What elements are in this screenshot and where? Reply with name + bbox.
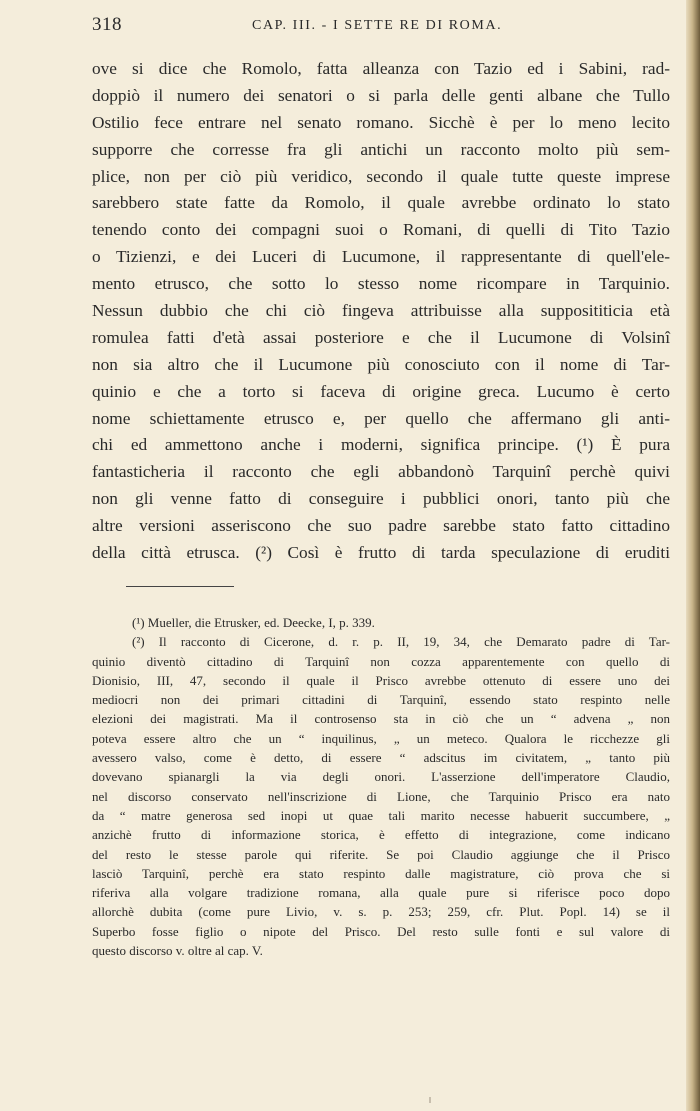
footnote-2-line: da “ matre generosa sed inopi ut quae tali marito necesse habuerit succumbere, „	[92, 807, 670, 823]
body-line: sarebbero state fatte da Romolo, il quale avrebbe ordinato lo stato	[92, 193, 670, 213]
body-line: mento etrusco, che sotto lo stesso nome ricompare in Tarquinio.	[92, 274, 670, 294]
footnote-2-line: quinio diventò cittadino di Tarquinî non cozza apparentemente con quello di	[92, 653, 670, 669]
body-line: Nessun dubbio che chi ciò fingeva attribuisse alla supposititicia età	[92, 301, 670, 321]
footnote-1: (¹) Mueller, die Etrusker, ed. Deecke, I, p. 339.	[132, 615, 375, 630]
footnote-2-line: (²) Il racconto di Cicerone, d. r. p. II, 19, 34, che Demarato padre di Tar-	[132, 634, 670, 650]
footnote-2-line: del resto le stesse parole qui riferite. Se poi Claudio aggiunge che il Prisco	[92, 846, 670, 862]
footnote-rule	[126, 586, 234, 587]
footnote-2-line: anzichè frutto di informazione storica, è effetto di integrazione, come indicano	[92, 827, 670, 843]
footnote-2-line: poteva essere altro che un “ inquilinus, „ un meteco. Qualora le ricchezze gli	[92, 730, 670, 746]
footnote-2-line: riferiva alla volgare tradizione romana, alla quale pure si riferisce poco dopo	[92, 885, 670, 901]
body-line: chi ed ammettono anche i moderni, significa principe. (¹) È pura	[92, 435, 670, 455]
footnote-2-line: elezioni dei magistrati. Ma il controsenso sta in ciò che un “ advena „ non	[92, 711, 670, 727]
body-line: non gli venne fatto di conseguire i pubblici onori, tanto più che	[92, 489, 670, 509]
body-line: nome schiettamente etrusco e, per quello che affermano gli anti-	[92, 408, 670, 428]
body-line: doppiò il numero dei senatori o si parla delle genti albane che Tullo	[92, 85, 670, 105]
body-line: ove si dice che Romolo, fatta alleanza con Tazio ed i Sabini, rad-	[92, 59, 670, 78]
footnote-2-line: dovevano spianargli la via degli onori. L'asserzione dell'imperatore Claudio,	[92, 769, 670, 785]
body-line: plice, non per ciò più veridico, secondo il quale tutte queste imprese	[92, 166, 670, 186]
running-head: CAP. III. - I SETTE RE DI ROMA.	[252, 18, 503, 33]
footnote-2-line: avessero valso, come è detto, di essere “ adscitus im civitatem, „ tanto più	[92, 750, 670, 766]
body-text	[92, 56, 670, 567]
footnotes	[92, 613, 670, 960]
footnote-2-line: Superbo fosse figlio o nipote del Prisco. Del resto sulle fonti e sul valore di	[92, 923, 670, 939]
body-line: o Tizienzi, e dei Luceri di Lucumone, il rappresentante di quell'ele-	[92, 247, 670, 267]
body-line: supporre che corresse fra gli antichi un racconto molto più sem-	[92, 139, 670, 159]
footnote-2-line: Dionisio, III, 47, secondo il quale il Prisco avrebbe ottenuto di essere uno dei	[92, 672, 670, 688]
footnote-2-line: questo discorso v. oltre al cap. V.	[92, 943, 263, 959]
page-number: 318	[92, 14, 122, 35]
body-line: Ostilio fece entrare nel senato romano. Sicchè è per lo meno lecito	[92, 112, 670, 132]
body-line: fantasticheria il racconto che egli abbandonò Tarquinî perchè quivi	[92, 462, 670, 482]
page-edge	[686, 0, 700, 1111]
body-line: tenendo conto dei compagni suoi o Romani, di quelli di Tito Tazio	[92, 220, 670, 240]
footnote-2-line: lasciò Tarquinî, perchè era stato respinto dalle magistrature, ciò prova che si	[92, 865, 670, 881]
footnote-2-line: allorchè dubita (come pure Livio, v. s. p. 253; 259, cfr. Plut. Popl. 14) se il	[92, 904, 670, 920]
body-line: quinio e che a torto si faceva di origine greca. Lucumo è certo	[92, 381, 670, 401]
footnote-2-line: mediocri non dei primari cittadini di Tarquinî, essendo stato respinto nelle	[92, 692, 670, 708]
body-line: romulea fatti d'età assai posteriore e che il Lucumone di Volsinî	[92, 327, 670, 347]
page-header	[92, 14, 672, 38]
body-line: altre versioni asseriscono che suo padre sarebbe stato fatto cittadino	[92, 516, 670, 536]
footnote-2-line: nel discorso conservato nell'inscrizione di Lione, che Tarquinio Prisco era nato	[92, 788, 670, 804]
page-blemish	[429, 1097, 431, 1103]
body-line: non sia altro che il Lucumone più conosciuto con il nome di Tar-	[92, 354, 670, 374]
body-line: della città etrusca. (²) Così è frutto di tarda speculazione di eruditi	[92, 543, 670, 563]
